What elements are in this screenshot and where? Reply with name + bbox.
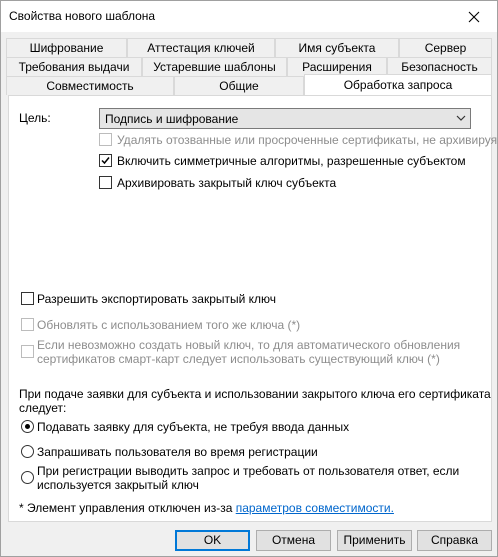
- help-button-label: Справка: [430, 533, 479, 547]
- tab-compatibility[interactable]: [6, 76, 174, 95]
- tab-general[interactable]: [174, 76, 304, 95]
- tab-superseded-templates[interactable]: [142, 57, 287, 76]
- purpose-select[interactable]: [99, 108, 471, 129]
- enroll-heading-line2: следует:: [19, 401, 67, 415]
- tab-label: Устаревшие шаблоны: [153, 60, 276, 74]
- delete-revoked-checkbox[interactable]: [99, 133, 112, 146]
- enroll-no-input-label: Подавать заявку для субъекта, не требуя ввода данных: [37, 420, 350, 434]
- tab-label: Безопасность: [401, 60, 478, 74]
- smartcard-label-line1: Если невозможно создать новый ключ, то для автоматического обновления: [37, 338, 461, 352]
- footnote-text: * Элемент управления отключен из-за: [19, 501, 236, 515]
- tab-panel-request-handling: [8, 95, 498, 522]
- tab-encryption[interactable]: [6, 38, 127, 57]
- smartcard-checkbox[interactable]: [21, 345, 34, 358]
- close-button[interactable]: [451, 1, 497, 32]
- smartcard-label-line2: сертификатов смарт-карт следует использовать существующий ключ (*): [37, 352, 440, 366]
- apply-button[interactable]: [337, 530, 412, 551]
- title-bar: [1, 1, 497, 32]
- tab-subject-name[interactable]: [275, 38, 399, 57]
- allow-export-label: Разрешить экспортировать закрытый ключ: [37, 292, 277, 306]
- tab-server[interactable]: [399, 38, 492, 57]
- tab-label: Обработка запроса: [343, 78, 453, 92]
- footnote: [19, 501, 394, 515]
- enroll-require-response-label-line2: используется закрытый ключ: [37, 478, 199, 492]
- tab-label: Требования выдачи: [18, 60, 130, 74]
- archive-key-checkbox[interactable]: [99, 176, 112, 189]
- cancel-button-label: Отмена: [271, 533, 316, 547]
- purpose-select-value: Подпись и шифрование: [105, 112, 239, 126]
- enroll-prompt-user-radio[interactable]: [21, 445, 34, 458]
- include-symmetric-checkbox[interactable]: [99, 154, 112, 167]
- ok-button[interactable]: [175, 530, 250, 551]
- include-symmetric-label: Включить симметричные алгоритмы, разрешенные субъектом: [117, 154, 466, 168]
- archive-key-label: Архивировать закрытый ключ субъекта: [117, 176, 337, 190]
- chevron-down-icon: [456, 113, 466, 123]
- window-title: Свойства нового шаблона: [9, 9, 156, 23]
- enroll-heading-line1: При подаче заявки для субъекта и использовании закрытого ключа его сертификата: [19, 387, 491, 401]
- allow-export-checkbox[interactable]: [21, 292, 34, 305]
- tab-label: Аттестация ключей: [147, 41, 255, 55]
- help-button[interactable]: [417, 530, 492, 551]
- checkmark-icon: [100, 155, 111, 166]
- tab-label: Общие: [219, 79, 259, 93]
- apply-button-label: Применить: [343, 533, 406, 547]
- tab-label: Шифрование: [29, 41, 104, 55]
- tab-request-handling[interactable]: [304, 74, 492, 95]
- ok-button-label: OK: [203, 533, 222, 547]
- enroll-no-input-radio[interactable]: [21, 420, 34, 433]
- enroll-require-response-radio[interactable]: [21, 471, 34, 484]
- renew-same-key-label: Обновлять с использованием того же ключа (*): [37, 318, 301, 332]
- purpose-label: Цель:: [19, 111, 51, 125]
- compatibility-settings-link[interactable]: параметров совместимости.: [235, 501, 394, 515]
- tab-label: Сервер: [424, 41, 467, 55]
- tab-label: Расширения: [302, 60, 372, 74]
- enroll-require-response-label-line1: При регистрации выводить запрос и требовать от пользователя ответ, если: [37, 464, 460, 478]
- tab-issuance-requirements[interactable]: [6, 57, 142, 76]
- tab-label: Имя субъекта: [298, 41, 376, 55]
- delete-revoked-label: Удалять отозванные или просроченные сертификаты, не архивируя: [117, 133, 498, 147]
- cancel-button[interactable]: [256, 530, 331, 551]
- radio-dot: [25, 424, 30, 429]
- tab-label: Совместимость: [46, 79, 134, 93]
- enroll-prompt-user-label: Запрашивать пользователя во время регистрации: [37, 445, 318, 459]
- renew-same-key-checkbox[interactable]: [21, 318, 34, 331]
- close-icon: [468, 11, 480, 23]
- tab-key-attestation[interactable]: [127, 38, 275, 57]
